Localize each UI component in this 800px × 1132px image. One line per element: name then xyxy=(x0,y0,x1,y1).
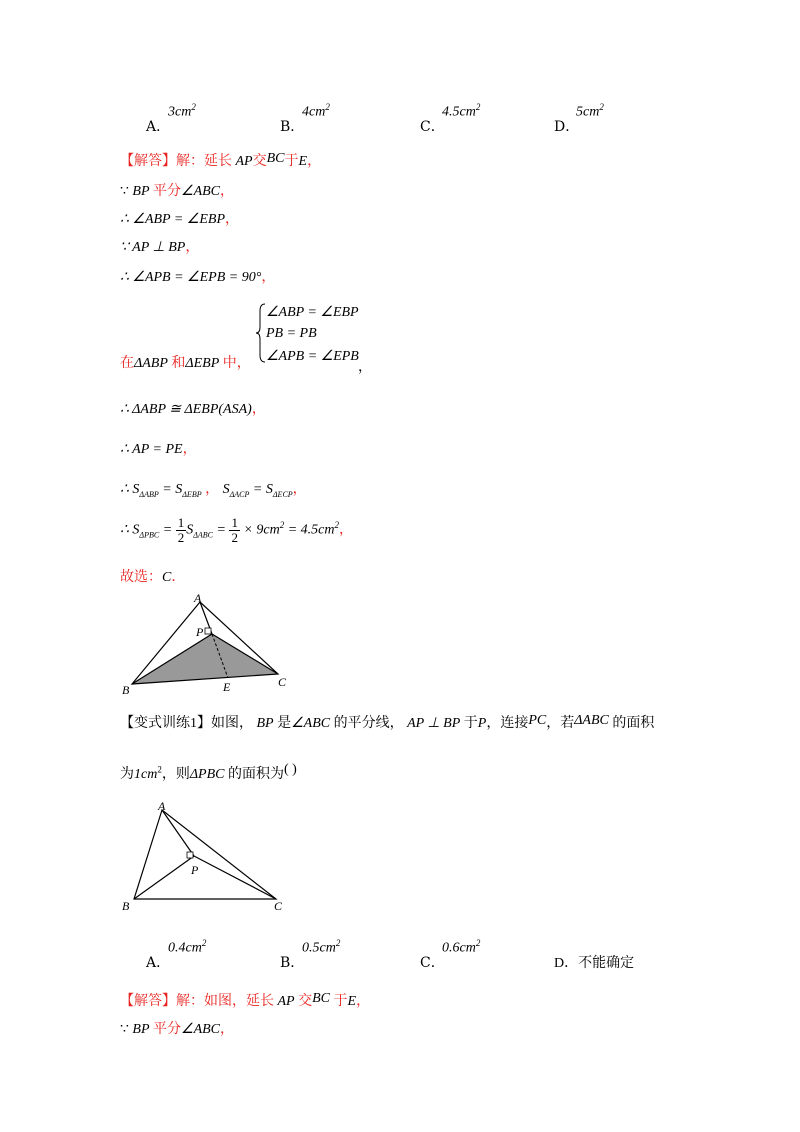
label-c: C xyxy=(278,675,287,689)
label-p: P xyxy=(191,863,199,877)
solution-line-angles-equal: ∴ ∠ABP = ∠EBP， xyxy=(120,212,240,227)
solution-line-congruent: ∴ ΔABP ≅ ΔEBP(ASA)， xyxy=(120,402,266,417)
option-d-2: D．不能确定 xyxy=(554,956,635,971)
segment-bp xyxy=(134,856,194,899)
solution-2-bisector: ∵ BP 平分∠ABC， xyxy=(120,1022,235,1037)
label-e: E xyxy=(223,680,231,694)
right-angle-marker xyxy=(205,628,211,634)
label-p: P xyxy=(196,625,204,639)
label-a: A xyxy=(158,799,166,813)
label-a: A xyxy=(194,591,202,605)
label-b: B xyxy=(122,683,130,697)
solution-line-in-triangles: 在ΔABP 和ΔEBP 中， xyxy=(120,356,251,371)
figure-2-triangle xyxy=(116,796,296,916)
solution-line-perpendicular: ∵ AP ⊥ BP， xyxy=(120,240,200,255)
shaded-triangle-pbc xyxy=(132,634,278,684)
solution-2-heading: 【解答】解：如图，延长 AP 交BC 于E， xyxy=(120,991,371,1009)
system-eq-2: PB = PB xyxy=(266,326,317,341)
triangle-abc xyxy=(134,810,276,899)
solution-line-ap-pe: ∴ AP = PE， xyxy=(120,442,197,457)
segment-ap xyxy=(162,810,194,856)
right-angle-marker xyxy=(187,852,193,858)
solution-answer: 故选：C． xyxy=(120,570,186,585)
solution-heading: 【解答】解：延长 AP交BC于E， xyxy=(120,151,322,169)
label-c: C xyxy=(274,899,283,913)
solution-line-area-result: ∴ $S_{\Delta PBC}$ = $\frac{1}{2}$ $S_{\Delta ABC}$ = $\frac{1}{2}$ × $9cm^2 = 4.5cm^2$， xyxy=(120,515,354,545)
system-end-comma: ， xyxy=(358,360,372,375)
solution-line-bisector: ∵ BP 平分∠ABC， xyxy=(120,184,235,199)
system-eq-3: ∠APB = ∠EPB xyxy=(266,349,359,364)
variant-problem-line-2: 为$1cm^2$，则ΔPBC 的面积为( ) xyxy=(120,762,297,782)
label-b: B xyxy=(122,899,130,913)
brace-symbol xyxy=(256,303,266,363)
segment-pc xyxy=(194,856,276,899)
variant-problem-line-1: 【变式训练1】如图， BP 是∠ABC 的平分线， AP ⊥ BP 于P，连接PC，若ΔABC 的面积 xyxy=(120,713,655,731)
solution-line-right-angles: ∴ ∠APB = ∠EPB = 90°， xyxy=(120,270,276,285)
solution-line-areas: ∴ $S_{\Delta ABP} = S_{\Delta EBP}$ ， $S_{\Delta ACP} = S_{\Delta ECP}$， xyxy=(120,482,307,499)
system-eq-1: ∠ABP = ∠EBP xyxy=(266,305,359,320)
figure-1-triangle xyxy=(116,588,296,698)
